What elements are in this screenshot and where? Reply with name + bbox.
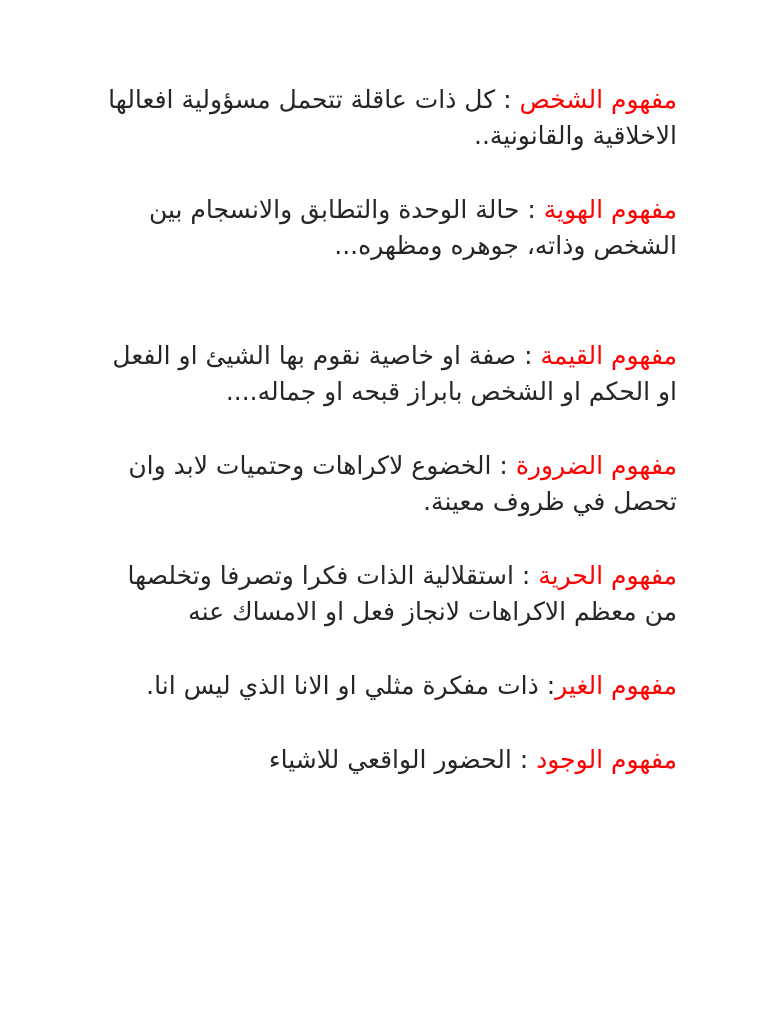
definition-text: الخضوع لاكراهات وحتميات لابد وان تحصل في ظروف معينة.: [128, 451, 677, 516]
spacer: [100, 630, 677, 668]
spacer: [100, 264, 677, 338]
separator: :: [519, 195, 544, 224]
term-label: مفهوم الضرورة: [515, 451, 677, 480]
term-label: مفهوم الشخص: [519, 85, 677, 114]
definition-text: ذات مفكرة مثلي او الانا الذي ليس انا.: [146, 671, 539, 700]
spacer: [100, 410, 677, 448]
spacer: [100, 704, 677, 742]
definition-text: صفة او خاصية نقوم بها الشيئ او الفعل او الحكم او الشخص بابراز قبحه او جماله....: [112, 341, 677, 406]
term-label: مفهوم الحرية: [538, 561, 677, 590]
definition-necessity: [100, 448, 677, 520]
spacer: [100, 154, 677, 192]
definition-identity: [100, 192, 677, 264]
separator: :: [511, 745, 537, 774]
term-label: مفهوم الوجود: [536, 745, 677, 774]
definition-text: كل ذات عاقلة تتحمل مسؤولية افعالها الاخلاقية والقانونية..: [108, 85, 677, 150]
spacer: [100, 520, 677, 558]
document-page: [100, 82, 677, 778]
definition-text: حالة الوحدة والتطابق والانسجام بين الشخص وذاته، جوهره ومظهره...: [148, 195, 677, 260]
separator: :: [491, 451, 516, 480]
definition-existence: [100, 742, 677, 778]
definition-text: الحضور الواقعي للاشياء: [268, 745, 512, 774]
term-label: مفهوم القيمة: [540, 341, 677, 370]
definition-text: استقلالية الذات فكرا وتصرفا وتخلصها من معظم الاكراهات لانجاز فعل او الامساك عنه: [127, 561, 677, 626]
definition-person: [100, 82, 677, 154]
separator: :: [495, 85, 520, 114]
definition-freedom: [100, 558, 677, 630]
separator: :: [516, 341, 541, 370]
definition-value: [100, 338, 677, 410]
definition-other: [100, 668, 677, 704]
separator: :: [538, 671, 556, 700]
term-label: مفهوم الغير: [555, 671, 677, 700]
term-label: مفهوم الهوية: [543, 195, 677, 224]
separator: :: [513, 561, 539, 590]
